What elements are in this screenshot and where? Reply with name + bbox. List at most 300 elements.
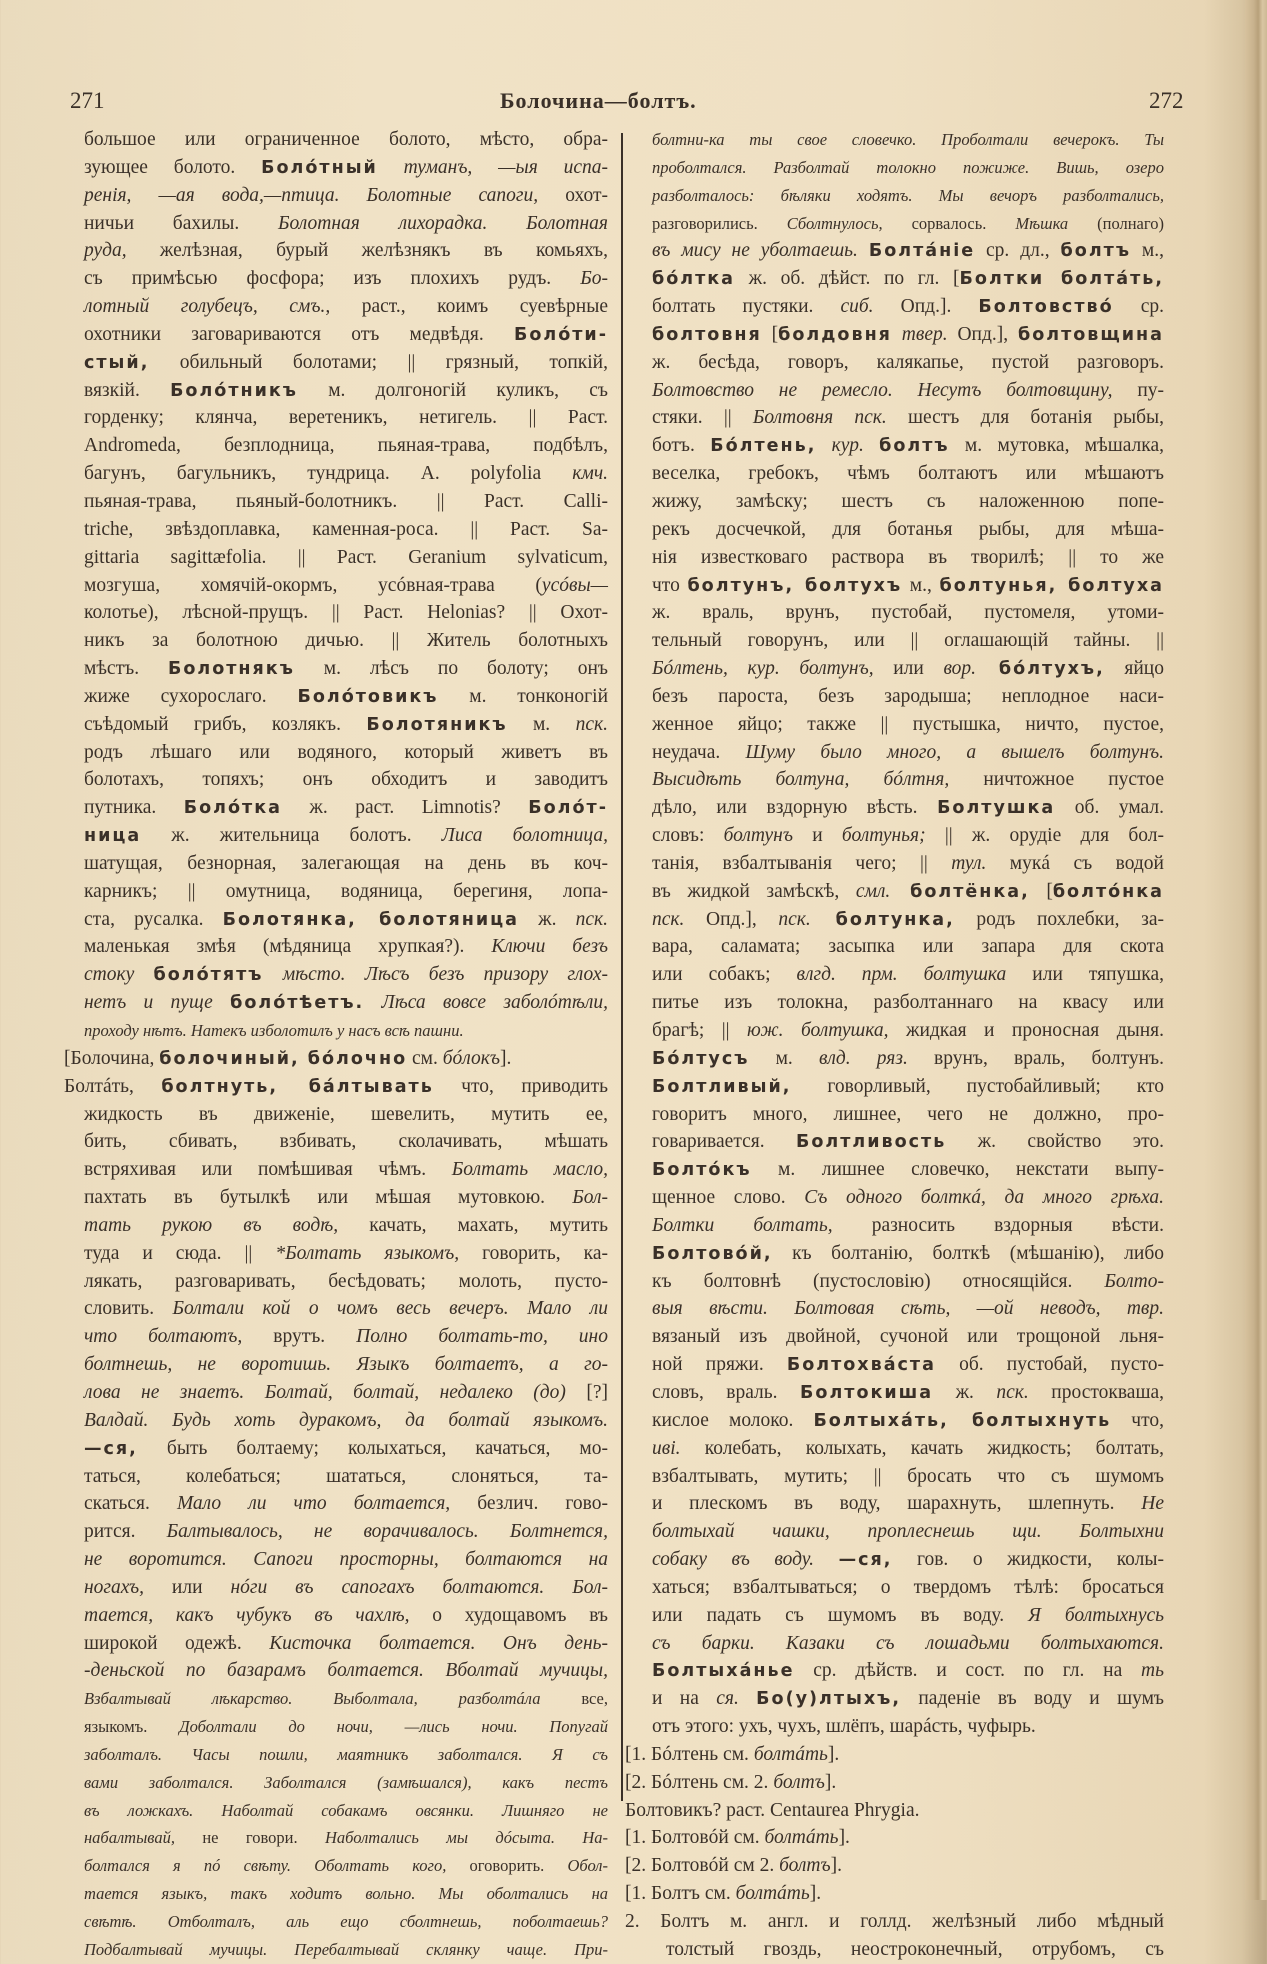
- body-text: желѣзная, бурый желѣзнякъ въ комьяхъ,: [126, 240, 608, 262]
- italic-text: ногахъ,: [84, 1576, 144, 1598]
- body-text: охотники заговариваются отъ медвѣдя.: [84, 323, 514, 345]
- headword: Болотнякъ: [167, 659, 295, 680]
- body-text: ].: [824, 1771, 837, 1793]
- headword: Болотяникъ: [366, 714, 508, 735]
- text-line: [84, 1657, 608, 1685]
- text-line: [652, 377, 1164, 405]
- headword: Болтóкъ: [652, 1160, 752, 1181]
- text-line: [84, 878, 608, 906]
- headword: Болóт-: [528, 798, 608, 819]
- italic-text: Не: [1141, 1493, 1164, 1515]
- body-text: встряхивая или помѣшивая чѣмъ.: [84, 1159, 452, 1181]
- body-text: [?]: [565, 1381, 608, 1403]
- body-text: лякать, разговаривать, бесѣдовать; молоть, пусто-: [84, 1270, 608, 1292]
- italic-text: Подбалтывай мучицы. Перебалтывай склянку чаще. При-: [84, 1939, 608, 1959]
- italic-text: Болтки болтать,: [652, 1214, 833, 1236]
- italic-text: кур.: [816, 435, 880, 457]
- text-line: [652, 906, 1164, 934]
- text-line: [652, 237, 1164, 265]
- text-line: [84, 1936, 608, 1964]
- body-text: говоритъ много, лишнее, чего не должно, про-: [652, 1103, 1164, 1125]
- text-line: [652, 1602, 1164, 1630]
- body-text: Andromeda, безплодница, пьяная-трава, подбѣлъ,: [84, 435, 608, 457]
- headword: Болтыхáть, болтыхнуть: [813, 1410, 1112, 1431]
- body-text: м. мутовка, мѣшалка,: [949, 435, 1164, 457]
- text-line: [84, 906, 608, 934]
- italic-text: болтунья;: [841, 825, 926, 847]
- body-text: или: [873, 658, 944, 680]
- body-text: питье изъ толокна, разболтаннаго на квасу или: [652, 992, 1164, 1014]
- italic-text: Доболтали до ночи, —лись ночи. Попугай: [179, 1717, 608, 1737]
- text-line: [84, 432, 608, 460]
- italic-text: заболталъ. Часы пошли, маятникъ заболтался. Я съ: [84, 1744, 608, 1764]
- text-line: [652, 655, 1164, 683]
- body-text: словъ, враль.: [652, 1381, 801, 1403]
- body-text: гов. о жидкости, колы-: [892, 1549, 1165, 1571]
- column-divider: [621, 133, 623, 1801]
- body-text: къ болтанію, болткѣ (мѣшанію), либо: [772, 1242, 1164, 1264]
- body-text: м.: [749, 1047, 819, 1069]
- italic-text: Бо-: [580, 268, 608, 290]
- text-line: [652, 1657, 1164, 1685]
- body-text: [Болочина,: [64, 1047, 160, 1069]
- body-text: охот-: [538, 184, 608, 206]
- body-text: говаривается.: [652, 1131, 796, 1153]
- body-text: см.: [407, 1047, 443, 1069]
- text-line: [652, 989, 1164, 1017]
- body-text: triche, звѣздоплавка, каменная-роса. || Раст. Sa-: [84, 518, 608, 540]
- body-text: ср.: [1113, 296, 1164, 318]
- text-line: [652, 404, 1164, 432]
- italic-text: -деньской по базарамъ болтается. Вболтай мучицы,: [84, 1660, 608, 1682]
- italic-text: Бол-: [572, 1187, 608, 1209]
- page-number-left: 271: [70, 88, 105, 113]
- headword: Болтокиша: [800, 1382, 934, 1403]
- italic-text: тается, какъ чубукъ въ чахлѣ,: [84, 1604, 410, 1626]
- body-text: Опд.].: [873, 296, 979, 318]
- body-text: ботъ.: [652, 435, 711, 457]
- headword: Болóтовикъ: [297, 686, 439, 707]
- body-text: скаться.: [84, 1493, 177, 1515]
- body-text: м. лѣсъ по болоту; онъ: [294, 658, 608, 680]
- body-text: дѣло, или вздорную вѣсть.: [652, 797, 938, 819]
- right-column: [625, 126, 1165, 1964]
- body-text: врутъ.: [242, 1326, 357, 1348]
- body-text: туда и сюда. ||: [84, 1242, 276, 1264]
- body-text: что: [652, 574, 688, 596]
- headword: болтъ: [879, 436, 950, 457]
- body-text: съѣдомый грибъ, козлякъ.: [84, 713, 367, 735]
- body-text: широкой одежѣ.: [84, 1632, 270, 1654]
- text-line: [64, 1073, 608, 1101]
- text-line: [84, 1212, 608, 1240]
- text-line: [84, 182, 608, 210]
- text-line: [84, 1240, 608, 1268]
- headword: Болотянка, болотяница: [222, 909, 519, 930]
- body-text: или собакъ;: [652, 964, 797, 986]
- italic-text: Болотная лихорадка. Болотная: [278, 212, 608, 234]
- text-line: [84, 572, 608, 600]
- text-line: [84, 1379, 608, 1407]
- text-line: [84, 1741, 608, 1769]
- body-text: ].: [809, 1883, 822, 1905]
- body-text: толстый гвоздь, неостроконечный, отрубомъ, съ: [666, 1938, 1164, 1960]
- body-text: колебать, колыхать, качать жидкость; болтать,: [680, 1437, 1164, 1459]
- text-line: [652, 683, 1164, 711]
- left-column: [64, 126, 609, 1964]
- text-line: [84, 766, 608, 794]
- text-line: [84, 377, 608, 405]
- italic-text: болтни-ка ты свое словечко. Проболтали вечерокъ. Ты: [652, 130, 1164, 149]
- body-text: оговорить.: [446, 1856, 568, 1876]
- text-line: [84, 1295, 608, 1323]
- body-text: ж. свойство это.: [946, 1131, 1164, 1153]
- body-text: ничтожное пустое: [949, 769, 1164, 791]
- italic-text: тул.: [951, 852, 987, 874]
- body-text: [: [761, 323, 779, 345]
- body-text: ж.: [933, 1381, 997, 1403]
- body-text: таться, колебаться; шататься, слоняться, та-: [84, 1465, 608, 1487]
- text-line: [652, 766, 1164, 794]
- book-page-edge: [1245, 0, 1267, 1900]
- body-text: ж.: [518, 908, 576, 930]
- body-text: жиже сухорослаго.: [84, 685, 298, 707]
- text-line: [84, 460, 608, 488]
- text-line: [625, 1797, 1164, 1825]
- body-text: никъ за болотною дичью. || Житель болотныхъ: [84, 630, 608, 652]
- text-line: [652, 627, 1164, 655]
- italic-text: смл.: [855, 880, 891, 902]
- text-line: [652, 739, 1164, 767]
- text-line: [84, 1268, 608, 1296]
- body-text: путника.: [84, 797, 184, 819]
- text-line: [652, 182, 1164, 210]
- body-text: нія известковаго раствора въ творилѣ; || то же: [652, 546, 1164, 568]
- body-text: [2. Болтовóй см 2.: [625, 1855, 780, 1877]
- text-line: [652, 488, 1164, 516]
- text-line: [84, 1713, 608, 1741]
- body-text: багунъ, багульникъ, тундрица. A. polyfolia: [84, 463, 573, 485]
- text-line: [84, 850, 608, 878]
- italic-text: иві.: [652, 1437, 681, 1459]
- body-text: тельный говорунъ, или || оглашающій тайны. ||: [652, 630, 1164, 652]
- headword: болочиный, бóлочно: [159, 1048, 408, 1069]
- text-line: [84, 321, 608, 349]
- text-line: [652, 1490, 1164, 1518]
- text-line: [652, 1295, 1164, 1323]
- text-line: [84, 1574, 608, 1602]
- text-line: [652, 1128, 1164, 1156]
- headword: Болтки болтáть,: [959, 269, 1165, 290]
- text-line: [84, 822, 608, 850]
- headword: Бо(у)лтыхъ,: [756, 1689, 902, 1710]
- text-line: [652, 1156, 1164, 1184]
- body-text: шатущая, безнорная, залегающая на день въ коч-: [84, 852, 608, 874]
- body-text: горденку; клянча, веретеникъ, нетигель. || Раст.: [84, 407, 608, 429]
- body-text: безлич. гово-: [450, 1493, 608, 1515]
- body-text: ной пряжи.: [652, 1354, 787, 1376]
- body-text: ж. бесѣда, говоръ, калякапье, пустой разговоръ.: [652, 351, 1164, 373]
- italic-text: пск.: [575, 713, 608, 735]
- text-line: [84, 627, 608, 655]
- italic-text: тать рукою въ водѣ,: [84, 1214, 339, 1236]
- body-text: щенное слово.: [652, 1187, 805, 1209]
- body-text: болотахъ, топяхъ; онъ обходитъ и заводитъ: [84, 769, 608, 791]
- headword: Болтáніе: [868, 241, 976, 262]
- italic-text: болтался я пó свѣту. Оболтать кого,: [84, 1856, 447, 1876]
- body-text: о худощавомъ въ: [409, 1604, 608, 1626]
- body-text: въ жидкой замѣскѣ,: [652, 880, 856, 902]
- text-line: [84, 544, 608, 572]
- body-text: не говори.: [174, 1828, 325, 1848]
- text-line: [625, 1769, 1164, 1797]
- text-line: [84, 1490, 608, 1518]
- body-text: (полнаго): [1068, 213, 1164, 233]
- italic-text: вами заболтался. Заболтался (замѣшался), какъ пестъ: [84, 1772, 608, 1792]
- text-line: [84, 683, 608, 711]
- italic-text: Лѣса вовсе заболóтѣли,: [364, 992, 608, 1014]
- body-text: словъ:: [652, 825, 724, 847]
- text-line: [652, 544, 1164, 572]
- body-text: кислое молоко.: [652, 1409, 814, 1431]
- text-line: [84, 1435, 608, 1463]
- italic-text: Болтать масло,: [451, 1159, 608, 1181]
- body-text: пьяная-трава, пьяный-болотникъ. || Раст. Calli-: [84, 490, 608, 512]
- body-text: ].: [830, 1855, 842, 1877]
- text-line: [652, 961, 1164, 989]
- italic-text: Высидѣть болтуна, бóлтня,: [652, 769, 950, 791]
- text-line: [652, 1407, 1164, 1435]
- text-line: [84, 794, 608, 822]
- italic-text: влгд. прм. болтушка: [796, 964, 1007, 986]
- headword: болтунка,: [810, 909, 955, 930]
- text-line: [84, 265, 608, 293]
- italic-text: вор.: [943, 658, 977, 680]
- body-text: об. пустобай, пусто-: [935, 1354, 1165, 1376]
- italic-text: Съ одного болткá, да много грѣха.: [804, 1187, 1164, 1209]
- text-line: [84, 1128, 608, 1156]
- text-line: [666, 1936, 1164, 1964]
- italic-text: пск.: [996, 1381, 1029, 1403]
- text-line: [84, 1852, 608, 1880]
- body-text: пахтать въ бутылкѣ или мѣшая мутовкою.: [84, 1187, 573, 1209]
- body-text: все,: [540, 1689, 608, 1709]
- body-text: мозгуша, хомячій-окормъ, усóвная-трава (: [84, 574, 542, 596]
- text-line: [84, 1908, 608, 1936]
- text-line: [652, 1518, 1164, 1546]
- body-text: Болтáть,: [64, 1075, 162, 1097]
- text-line: [625, 1824, 1164, 1852]
- italic-text: Болтовство не ремесло. Несутъ болтовщину,: [652, 379, 1113, 401]
- text-line: [84, 1101, 608, 1129]
- italic-text: что болтаютъ,: [84, 1326, 243, 1348]
- body-text: и: [792, 825, 842, 847]
- headword: Болóтникъ: [170, 380, 298, 401]
- italic-text: Бóлтень, кур. болтунъ,: [652, 658, 874, 680]
- body-text: м. долгоногій куликъ, съ: [297, 379, 608, 401]
- italic-text: Лиса болотница,: [441, 825, 609, 847]
- text-line: [652, 572, 1164, 600]
- headword: Бóлтусъ: [652, 1048, 750, 1069]
- italic-text: ренія, —ая вода,—птица. Болотные сапоги,: [84, 184, 539, 206]
- text-line: [652, 1574, 1164, 1602]
- body-text: или: [143, 1576, 231, 1598]
- text-line: [84, 1797, 608, 1825]
- headword: болтовщина: [1017, 324, 1165, 345]
- text-line: [84, 1880, 608, 1908]
- italic-text: туманъ, —ыя испа-: [377, 156, 608, 178]
- body-text: [2. Бóлтень см. 2.: [625, 1771, 774, 1793]
- italic-text: Кисточка болтается. Онъ день-: [269, 1632, 608, 1654]
- text-line: [84, 293, 608, 321]
- italic-text: лотный голубецъ, смъ.,: [84, 296, 331, 318]
- body-text: или падать съ шумомъ въ воду.: [652, 1604, 1029, 1626]
- italic-text: въ ложкахъ. Наболтай собакамъ овсянки. Лишняго не: [84, 1800, 608, 1820]
- italic-text: болтáть: [764, 1827, 839, 1849]
- body-text: ничьи бахилы.: [84, 212, 279, 234]
- body-text: рекъ досчечкой, для ботанья рыбы, для мѣша-: [652, 518, 1164, 540]
- italic-text: пск.: [575, 908, 608, 930]
- headword: Бóлтень,: [710, 436, 817, 457]
- body-text: качать, махать, мутить: [338, 1214, 609, 1236]
- body-text: что,: [1111, 1409, 1164, 1431]
- body-text: [: [1029, 880, 1053, 902]
- text-line: [652, 1268, 1164, 1296]
- headword: Болтыхáнье: [652, 1661, 795, 1682]
- italic-text: пск.: [778, 908, 811, 930]
- body-text: ж. раст. Limnotis?: [281, 797, 529, 819]
- text-line: [652, 599, 1164, 627]
- text-line: [84, 599, 608, 627]
- body-text: къ болтовнѣ (пустословію) относящійся.: [652, 1270, 1105, 1292]
- headword: Болóтка: [183, 798, 282, 819]
- body-text: отъ этого: ухъ, чухъ, шлёпъ, шарáсть, чуфырь.: [652, 1716, 1036, 1738]
- body-text: говорить, ка-: [459, 1242, 608, 1264]
- body-text: м.,: [1131, 240, 1165, 262]
- text-line: [84, 1546, 608, 1574]
- text-line: [84, 126, 608, 154]
- body-text: жижу, замѣску; шестъ съ наложенною попе-: [652, 490, 1164, 512]
- text-line: [84, 516, 608, 544]
- body-text: быть болтаему; колыхаться, качаться, мо-: [137, 1437, 608, 1459]
- text-line: [84, 989, 608, 1017]
- headword: болдовня: [778, 324, 892, 345]
- body-text: съ примѣсью фосфора; изъ плохихъ рудъ.: [84, 268, 581, 290]
- text-line: [652, 1685, 1164, 1713]
- body-text: об. умал.: [1055, 797, 1164, 819]
- text-line: [652, 321, 1164, 349]
- body-text: ].: [838, 1827, 850, 1849]
- text-line: [84, 1407, 608, 1435]
- body-text: безъ пароста, безъ зародыша; неплодное наси-: [652, 685, 1164, 707]
- body-text: ста, русалка.: [84, 908, 223, 930]
- italic-text: болтъ: [779, 1855, 831, 1877]
- text-line: [652, 1073, 1164, 1101]
- headword: болтъ: [1060, 241, 1131, 262]
- text-line: [652, 1546, 1164, 1574]
- italic-text: Взбалтывай лѣкарство. Выболтала, разболтáла: [84, 1689, 541, 1709]
- headword: Болóти-: [513, 324, 608, 345]
- text-line: [84, 1602, 608, 1630]
- italic-text: Полно болтать-то, ино: [356, 1326, 608, 1348]
- headword: болтунья, болтуха: [939, 575, 1164, 596]
- text-line: [652, 516, 1164, 544]
- headword: стый,: [84, 352, 150, 373]
- italic-text: мѣсто. Лѣсъ безъ призору глох-: [263, 964, 608, 986]
- body-text: пу-: [1112, 379, 1164, 401]
- body-text: маленькая змѣя (мѣдяница хрупкая?).: [84, 936, 492, 958]
- body-text: бить, сбивать, взбивать, сколачивать, мѣшать: [84, 1131, 608, 1153]
- text-line: [652, 1045, 1164, 1073]
- italic-text: юж. болтушка,: [747, 1020, 889, 1041]
- italic-text: Ключи безъ: [491, 936, 608, 958]
- italic-text: *Болтать языкомъ,: [275, 1242, 460, 1264]
- body-text: Опд.],: [684, 908, 779, 930]
- body-text: 2. Болтъ м. англ. и голлд. желѣзный либо мѣдный: [625, 1911, 1164, 1932]
- italic-text: нетъ и пуще: [84, 992, 231, 1014]
- text-line: [652, 293, 1164, 321]
- body-text: разносить вздорныя вѣсти.: [832, 1214, 1164, 1236]
- headword: болтёнка,: [890, 881, 1030, 902]
- italic-text: руда,: [84, 240, 127, 262]
- body-text: [1. Болтовóй см.: [625, 1827, 765, 1849]
- body-text: раст., коимъ суевѣрные: [330, 296, 609, 318]
- italic-text: выя вѣсти. Болтовая сѣть, —ой неводъ, твр.: [652, 1298, 1164, 1320]
- text-line: [652, 794, 1164, 822]
- headword: бóлтухъ,: [976, 659, 1105, 680]
- body-text: [1. Болтъ см.: [625, 1883, 736, 1905]
- headword: бóлтка: [652, 269, 736, 290]
- text-line: [652, 1435, 1164, 1463]
- body-text: танія, взбалтыванія чего; ||: [652, 852, 952, 874]
- italic-text: влд. ряз.: [818, 1047, 908, 1069]
- headword: болтовня: [652, 324, 762, 345]
- text-line: [652, 1463, 1164, 1491]
- body-text: gittaria sagittæfolia. || Раст. Geranium sylvaticum,: [84, 546, 608, 568]
- headword: болтнуть, бáлтывать: [161, 1076, 434, 1097]
- italic-text: Болтали кой о чомъ весь вечеръ. Мало ли: [172, 1298, 608, 1320]
- text-line: [652, 265, 1164, 293]
- body-text: ср. дл.,: [975, 240, 1061, 262]
- italic-text: болтыхай чашки, проплеснешь щи. Болтыхни: [652, 1521, 1164, 1543]
- text-line: [652, 1713, 1164, 1741]
- body-text: разговорились.: [652, 213, 787, 233]
- body-text: и плескомъ въ воду, шарахнуть, шлепнуть.: [652, 1493, 1142, 1515]
- body-text: рится.: [84, 1521, 167, 1543]
- body-text: вязкій.: [84, 379, 171, 401]
- body-text: языкомъ.: [84, 1717, 180, 1737]
- italic-text: болтáть: [753, 1743, 828, 1765]
- body-text: что, приводить: [433, 1075, 608, 1097]
- body-text: ж. жительница болотъ.: [141, 825, 442, 847]
- italic-text: сиб.: [840, 296, 874, 318]
- text-line: [84, 1769, 608, 1797]
- italic-text: тается языкъ, такъ ходитъ вольно. Мы оболтались на: [84, 1884, 608, 1904]
- body-text: жидкость въ движеніе, шевелить, мутить ее,: [84, 1103, 608, 1125]
- italic-text: Болтовня пск.: [752, 407, 887, 429]
- body-text: яйцо: [1104, 658, 1164, 680]
- headword: болтунъ, болтухъ: [687, 575, 903, 596]
- text-line: [84, 488, 608, 516]
- body-text: колотье), лѣсной-прущъ. || Раст. Helonias? || Охот-: [84, 602, 608, 624]
- body-text: м.: [507, 713, 576, 735]
- body-text: стяки. ||: [652, 407, 753, 429]
- italic-text: набалтывай,: [84, 1828, 175, 1848]
- text-line: [84, 154, 608, 182]
- italic-text: Мѣшка: [1015, 213, 1069, 233]
- running-head: Болочина—болтъ.: [500, 88, 697, 113]
- italic-text: стоку: [84, 964, 154, 986]
